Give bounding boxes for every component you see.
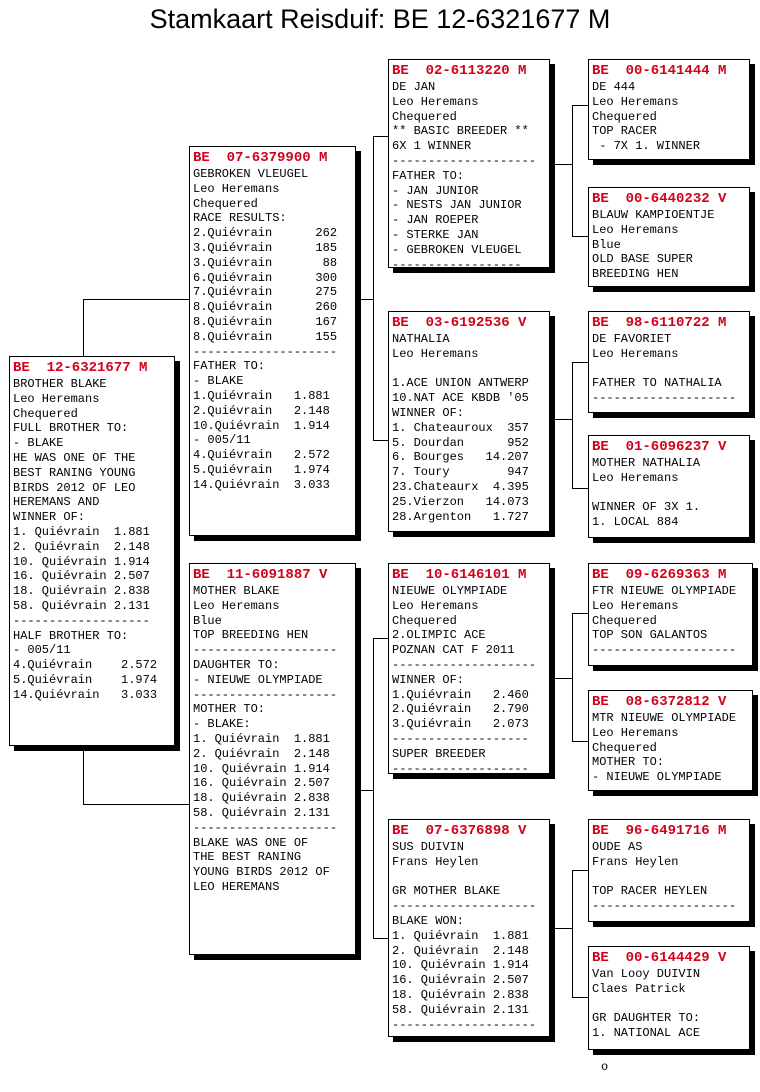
connector-line [572,613,588,614]
card-line: Frans Heylen [392,854,479,869]
card-father-father-father [588,59,750,160]
card-line [392,362,546,377]
card-line: 7.Quiévrain 275 [193,285,338,300]
ring-number: BE 08-6372812 V [592,694,727,710]
card-mother-father-father [588,563,753,666]
card-line: Blue [193,613,222,628]
card-line: DE 444 [592,80,636,94]
card-line: 2.Quiévrain 2.790 [392,702,529,717]
card-line [592,997,746,1012]
card-line [392,870,546,885]
card-line: 8.Quiévrain 155 [193,329,338,344]
card-line: GEBROKEN VLEUGEL [193,167,309,181]
card-line: Leo Heremans [592,94,679,109]
footer-mark: o [601,1060,609,1074]
ring-number: BE 10-6146101 M [392,567,527,583]
card-line: Leo Heremans [392,346,479,361]
card-line: Leo Heremans [592,598,679,613]
card-line: 25.Vierzon 14.073 [392,494,529,509]
card-line: Leo Heremans [392,94,479,109]
card-mother-father-mother [588,690,753,791]
card-line: -------------------- [592,391,737,406]
card-line: Claes Patrick [592,981,686,996]
card-line: 23.Chateaurx 4.395 [392,479,529,494]
connector-line [572,236,588,237]
connector-line [356,299,374,300]
card-line: -------------------- [392,153,537,168]
card-line: 16. Quiévrain 2.507 [392,973,529,988]
card-line: Leo Heremans [193,598,280,613]
card-line: ------------------- [392,761,529,774]
ring-number: BE 96-6491716 M [592,823,727,839]
card-line: GR DAUGHTER TO: [592,1011,701,1026]
connector-line [373,136,374,440]
card-line: -------------------- [392,899,537,914]
ring-number: BE 01-6096237 V [592,439,727,455]
card-line: Leo Heremans [392,598,479,613]
card-line: 2.Quiévrain 2.148 [193,403,330,418]
connector-line [572,105,588,106]
page-title: Stamkaart Reisduif: BE 12-6321677 M [149,4,611,34]
card-line: 6.Quiévrain 300 [193,270,338,285]
card-line: 1.ACE UNION ANTWERP [392,376,529,391]
card-line: Chequered [592,740,657,755]
card-line: 1. Quiévrain 1.881 [193,731,330,746]
card-line: WINNER OF 3X 1. [592,500,701,515]
card-line: - JAN ROEPER [392,213,479,228]
card-line: ------------------- [392,731,529,746]
card-line: MOTHER NATHALIA [592,456,701,470]
card-mother-mother-mother [588,946,750,1050]
card-line: 2.OLIMPIC ACE [392,628,486,643]
connector-line [572,997,588,998]
connector-line [572,613,573,741]
card-line: WINNER OF: [13,510,86,525]
card-line: 10.NAT ACE KBDB '05 [392,391,529,406]
card-line: ** BASIC BREEDER ** [392,124,529,139]
connector-line [550,419,573,420]
card-line: DE JAN [392,80,436,94]
card-line: THE BEST RANING [193,850,302,865]
card-line: Leo Heremans [193,181,280,196]
card-line: 5.Quiévrain 1.974 [13,672,158,687]
card-line: - 7X 1. WINNER [592,139,701,154]
card-line: 18. Quiévrain 2.838 [193,791,330,806]
card-line: NATHALIA [392,332,450,346]
card-line: TOP RACER HEYLEN [592,884,708,899]
card-line: -------------------- [592,643,737,658]
card-line: TOP RACER [592,124,657,139]
card-line: -------------------- [193,643,338,658]
card-line: ------------------ [392,257,522,268]
card-line: LEO HEREMANS [193,879,280,894]
connector-line [83,745,84,804]
card-line: - STERKE JAN [392,227,479,242]
card-line: BLAKE WAS ONE OF [193,835,309,850]
card-line: -------------------- [392,657,537,672]
card-line: 5. Dourdan 952 [392,435,529,450]
card-line: 10. Quiévrain 1.914 [193,761,330,776]
card-line: WINNER OF: [392,405,465,420]
card-line: WINNER OF: [392,672,465,687]
card-line: Frans Heylen [592,854,679,869]
card-line: 10.Quiévrain 1.914 [193,418,330,433]
card-line: 1. NATIONAL ACE [592,1026,701,1041]
card-line: 3.Quiévrain 2.073 [392,717,529,732]
card-line: - 005/11 [13,643,71,658]
card-line: - 005/11 [193,433,251,448]
card-mother [189,563,356,955]
card-line: - BLAKE: [193,717,251,732]
card-line: OUDE AS [592,840,643,854]
card-line: HEREMANS AND [13,495,100,510]
card-mother-mother [388,819,550,1037]
connector-line [572,870,588,871]
card-line: BREEDING HEN [592,267,679,282]
connector-line [572,741,588,742]
card-line: HE WAS ONE OF THE [13,450,136,465]
card-line: Chequered [193,196,258,211]
connector-line [83,299,84,359]
card-line: 4.Quiévrain 2.572 [13,658,158,673]
card-line: MOTHER BLAKE [193,584,280,598]
card-line: FULL BROTHER TO: [13,421,129,436]
card-line: Leo Heremans [13,391,100,406]
connector-line [356,790,374,791]
card-line: FTR NIEUWE OLYMPIADE [592,584,737,598]
card-line: FATHER TO NATHALIA [592,376,722,391]
card-father-mother-mother [588,435,750,538]
card-line: BLAKE WON: [392,913,465,928]
card-line: 1. Quiévrain 1.881 [392,928,529,943]
connector-line [373,638,374,938]
ring-number: BE 00-6144429 V [592,950,727,966]
card-line: 2.Quiévrain 262 [193,226,338,241]
card-line: FATHER TO: [193,359,266,374]
card-line: Chequered [392,109,457,124]
card-father [189,146,356,536]
card-line: HALF BROTHER TO: [13,628,129,643]
connector-line [572,362,588,363]
card-line: GR MOTHER BLAKE [392,884,501,899]
card-line: OLD BASE SUPER [592,252,693,267]
ring-number: BE 07-6379900 M [193,150,328,166]
card-line: Chequered [592,109,657,124]
card-line: 18. Quiévrain 2.838 [392,987,529,1002]
card-line: Chequered [592,613,657,628]
card-line: 16. Quiévrain 2.507 [13,569,150,584]
card-line: RACE RESULTS: [193,211,287,226]
card-line: 1.Quiévrain 1.881 [193,388,330,403]
card-line: BIRDS 2012 OF LEO [13,480,136,495]
card-line: 2. Quiévrain 2.148 [193,746,330,761]
card-line: 6X 1 WINNER [392,139,472,154]
card-mother-father [388,563,550,774]
connector-line [572,362,573,488]
card-line: - NESTS JAN JUNIOR [392,198,522,213]
card-line: NIEUWE OLYMPIADE [392,584,508,598]
card-line: DAUGHTER TO: [193,657,280,672]
card-father-mother-father [588,311,750,413]
card-line: - NIEUWE OLYMPIADE [592,770,722,785]
card-line: MTR NIEUWE OLYMPIADE [592,711,737,725]
card-line: 10. Quiévrain 1.914 [13,554,150,569]
card-line: 14.Quiévrain 3.033 [193,477,330,492]
card-line: Blue [592,237,621,252]
connector-line [550,678,573,679]
card-father-mother [388,311,550,532]
card-line: -------------------- [193,344,338,359]
card-line: DE FAVORIET [592,332,672,346]
card-line [592,486,746,501]
card-line: 3.Quiévrain 88 [193,255,338,270]
connector-line [373,638,388,639]
card-line: -------------------- [592,899,737,914]
connector-line [373,938,388,939]
card-line: TOP BREEDING HEN [193,628,309,643]
card-line: 6. Bourges 14.207 [392,450,529,465]
card-line: - JAN JUNIOR [392,183,479,198]
card-line: 14.Quiévrain 3.033 [13,687,158,702]
card-line: 7. Toury 947 [392,465,529,480]
card-line: 8.Quiévrain 167 [193,314,338,329]
card-line: 1. LOCAL 884 [592,515,679,530]
card-line: 58. Quiévrain 2.131 [193,805,330,820]
card-line: 2. Quiévrain 2.148 [13,539,150,554]
connector-line [572,488,588,489]
card-line: 5.Quiévrain 1.974 [193,462,330,477]
card-line: 28.Argenton 1.727 [392,509,529,524]
card-line: POZNAN CAT F 2011 [392,643,515,658]
card-line: 1. Chateauroux 357 [392,420,529,435]
ring-number: BE 12-6321677 M [13,360,148,376]
card-line: SUPER BREEDER [392,746,486,761]
card-line: TOP SON GALANTOS [592,628,708,643]
card-line: -------------------- [193,820,338,835]
card-line: BLAUW KAMPIOENTJE [592,208,715,222]
card-line: Leo Heremans [592,346,679,361]
card-line: Van Looy DUIVIN [592,967,701,981]
card-line: - BLAKE [193,374,244,389]
card-father-father [388,59,550,268]
card-line: 58. Quiévrain 2.131 [13,598,150,613]
card-line: - GEBROKEN VLEUGEL [392,242,522,257]
connector-line [572,105,573,236]
ring-number: BE 00-6141444 M [592,63,727,79]
ring-number: BE 07-6376898 V [392,823,527,839]
card-main-pigeon [9,356,175,746]
connector-line [373,136,388,137]
connector-line [550,928,573,929]
card-line: Leo Heremans [592,725,679,740]
card-line: Chequered [13,406,78,421]
connector-line [373,440,388,441]
card-line: 2. Quiévrain 2.148 [392,943,529,958]
card-line: -------------------- [193,687,338,702]
card-father-father-mother [588,187,750,287]
card-line: MOTHER TO: [592,755,665,770]
card-line: 4.Quiévrain 2.572 [193,448,330,463]
card-line: 18. Quiévrain 2.838 [13,584,150,599]
card-line: YOUNG BIRDS 2012 OF [193,865,330,880]
card-line: 58. Quiévrain 2.131 [392,1002,529,1017]
card-line: 16. Quiévrain 2.507 [193,776,330,791]
ring-number: BE 98-6110722 M [592,315,727,331]
ring-number: BE 00-6440232 V [592,191,727,207]
card-line [592,870,746,885]
connector-line [572,870,573,997]
card-line: - NIEUWE OLYMPIADE [193,672,323,687]
ring-number: BE 02-6113220 M [392,63,527,79]
card-line: - BLAKE [13,436,64,451]
card-line: BEST RANING YOUNG [13,465,136,480]
card-line: Leo Heremans [592,470,679,485]
connector-line [550,164,573,165]
ring-number: BE 09-6269363 M [592,567,727,583]
card-line: -------------------- [392,1017,537,1032]
card-line: Leo Heremans [592,222,679,237]
card-line: 1.Quiévrain 2.460 [392,687,529,702]
card-line: 10. Quiévrain 1.914 [392,958,529,973]
card-mother-mother-father [588,819,750,922]
card-line: ------------------- [13,613,150,628]
card-line: 3.Quiévrain 185 [193,240,338,255]
card-line [592,362,746,377]
card-line: Chequered [392,613,457,628]
connector-line [83,804,190,805]
card-line: FATHER TO: [392,168,465,183]
card-line: 1. Quiévrain 1.881 [13,524,150,539]
ring-number: BE 03-6192536 V [392,315,527,331]
card-line: SUS DUIVIN [392,840,465,854]
ring-number: BE 11-6091887 V [193,567,328,583]
connector-line [83,299,190,300]
card-line: 8.Quiévrain 260 [193,300,338,315]
card-line: BROTHER BLAKE [13,377,107,391]
card-line: MOTHER TO: [193,702,266,717]
